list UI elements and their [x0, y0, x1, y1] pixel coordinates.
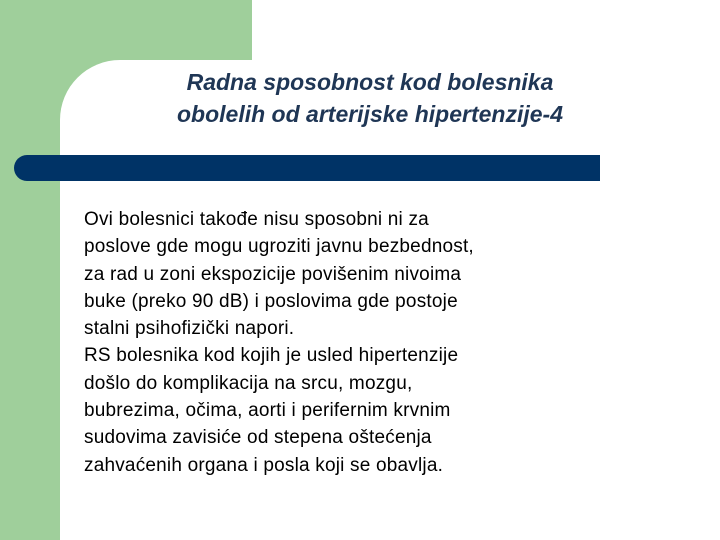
- paragraph-2-line-2: došlo do komplikacija na srcu, mozgu,: [84, 372, 413, 394]
- slide-title: [100, 66, 640, 130]
- body-paragraph-2: [84, 342, 644, 478]
- body-paragraph-1: [84, 206, 644, 342]
- paragraph-1-line-3: za rad u zoni ekspozicije povišenim nivoima: [84, 263, 462, 285]
- paragraph-2-line-1: RS bolesnika kod kojih je usled hipertenzije: [84, 345, 459, 367]
- paragraph-1-line-2: poslove gde mogu ugroziti javnu bezbednost,: [84, 236, 474, 258]
- slide-body: [84, 206, 644, 479]
- paragraph-1-line-4: buke (preko 90 dB) i poslovima gde postoje: [84, 290, 458, 312]
- slide-title-line-2: obolelih od arterijske hipertenzije-4: [177, 101, 563, 127]
- slide-title-line-1: Radna sposobnost kod bolesnika: [186, 69, 554, 95]
- paragraph-1-line-1: Ovi bolesnici takođe nisu sposobni ni za: [84, 209, 429, 230]
- paragraph-2-line-4: sudovima zavisiće od stepena oštećenja: [84, 427, 432, 449]
- paragraph-2-line-5: zahvaćenih organa i posla koji se obavlja.: [84, 454, 444, 476]
- paragraph-2-line-3: bubrezima, očima, aorti i perifernim krvnim: [84, 400, 451, 422]
- title-divider-bar: [14, 155, 600, 181]
- paragraph-1-line-5: stalni psihofizički napori.: [84, 318, 295, 340]
